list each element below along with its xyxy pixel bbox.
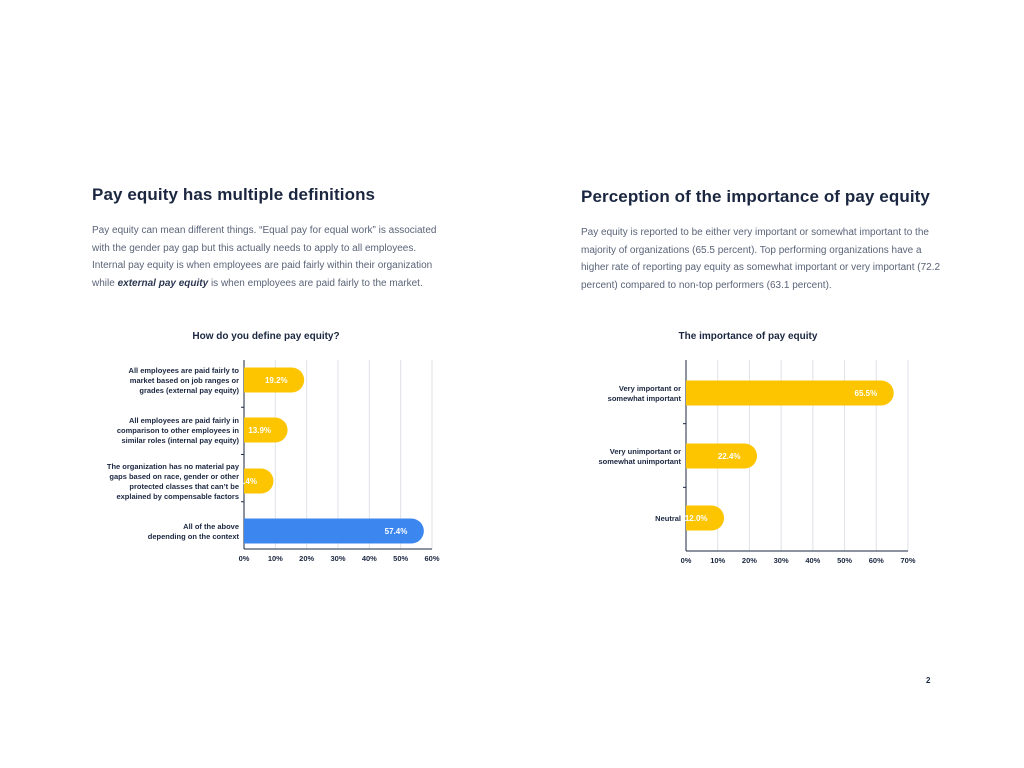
x-tick-label: 50% [837, 556, 853, 565]
left-paragraph-part-2: is when employees are paid fairly to the market. [208, 277, 423, 289]
bar-value-label: 65.5% [854, 389, 878, 398]
x-tick-label: 20% [741, 556, 757, 565]
x-tick-label: 50% [393, 554, 409, 563]
category-label: All employees are paid fairly to [128, 366, 239, 375]
category-label: market based on job ranges or [129, 376, 239, 385]
x-tick-label: 60% [424, 554, 440, 563]
category-label: Neutral [655, 514, 681, 523]
left-paragraph-emphasis: external pay equity [117, 277, 209, 289]
category-label: protected classes that can’t be [129, 482, 239, 491]
chart-1-title: How do you define pay equity? [192, 331, 340, 342]
left-paragraph [92, 222, 440, 292]
bar-value-label: 9.4% [238, 477, 257, 486]
x-tick-label: 30% [773, 556, 789, 565]
bar-value-label: 57.4% [384, 527, 408, 536]
category-label: gaps based on race, gender or other [109, 472, 239, 481]
bar-value-label: 13.9% [248, 426, 272, 435]
category-label: All of the above [183, 522, 239, 531]
right-heading: Perception of the importance of pay equity [581, 187, 930, 206]
left-heading: Pay equity has multiple definitions [92, 185, 376, 204]
category-label: somewhat unimportant [598, 457, 681, 466]
bar-value-label: 19.2% [264, 376, 288, 385]
chart-2-title: The importance of pay equity [678, 331, 818, 342]
category-label: explained by compensable factors [116, 492, 239, 501]
right-paragraph: Pay equity is reported to be either very important or somewhat important to the majority of organizations (65.5 percent). Top performing organizations have a higher rate of reporting pay equity as somewhat important or very important (72.2 percent) compared to non-top performers (63.1 percent). [581, 227, 941, 291]
x-tick-label: 0% [238, 554, 250, 563]
bar-value-label: 12.0% [684, 514, 708, 523]
x-tick-label: 0% [680, 556, 692, 565]
x-tick-label: 40% [805, 556, 821, 565]
category-label: All employees are paid fairly in [128, 416, 239, 425]
category-label: comparison to other employees in [116, 426, 239, 435]
category-label: Very important or [618, 384, 681, 393]
x-tick-label: 10% [267, 554, 283, 563]
x-tick-label: 20% [299, 554, 315, 563]
left-paragraph-part-1: Pay equity can mean different things. “Equal pay for equal work” is associated with the gender pay gap but this actually needs to apply to all employees. Internal pay equity is when employees are paid fairly within their organization while [92, 225, 437, 289]
x-tick-label: 60% [868, 556, 884, 565]
x-tick-label: 40% [361, 554, 377, 563]
page-number: 2 [926, 676, 931, 685]
category-label: grades (external pay equity) [139, 386, 239, 395]
chart-define-pay-equity [92, 352, 452, 574]
category-label: depending on the context [147, 532, 239, 541]
chart-importance-of-pay-equity [581, 352, 931, 574]
category-label: somewhat important [607, 394, 681, 403]
x-tick-label: 10% [710, 556, 726, 565]
category-label: The organization has no material pay [106, 462, 239, 471]
category-label: Very unimportant or [609, 447, 681, 456]
x-tick-label: 70% [900, 556, 916, 565]
x-tick-label: 30% [330, 554, 346, 563]
bar-value-label: 22.4% [717, 452, 741, 461]
category-label: similar roles (internal pay equity) [121, 436, 239, 445]
